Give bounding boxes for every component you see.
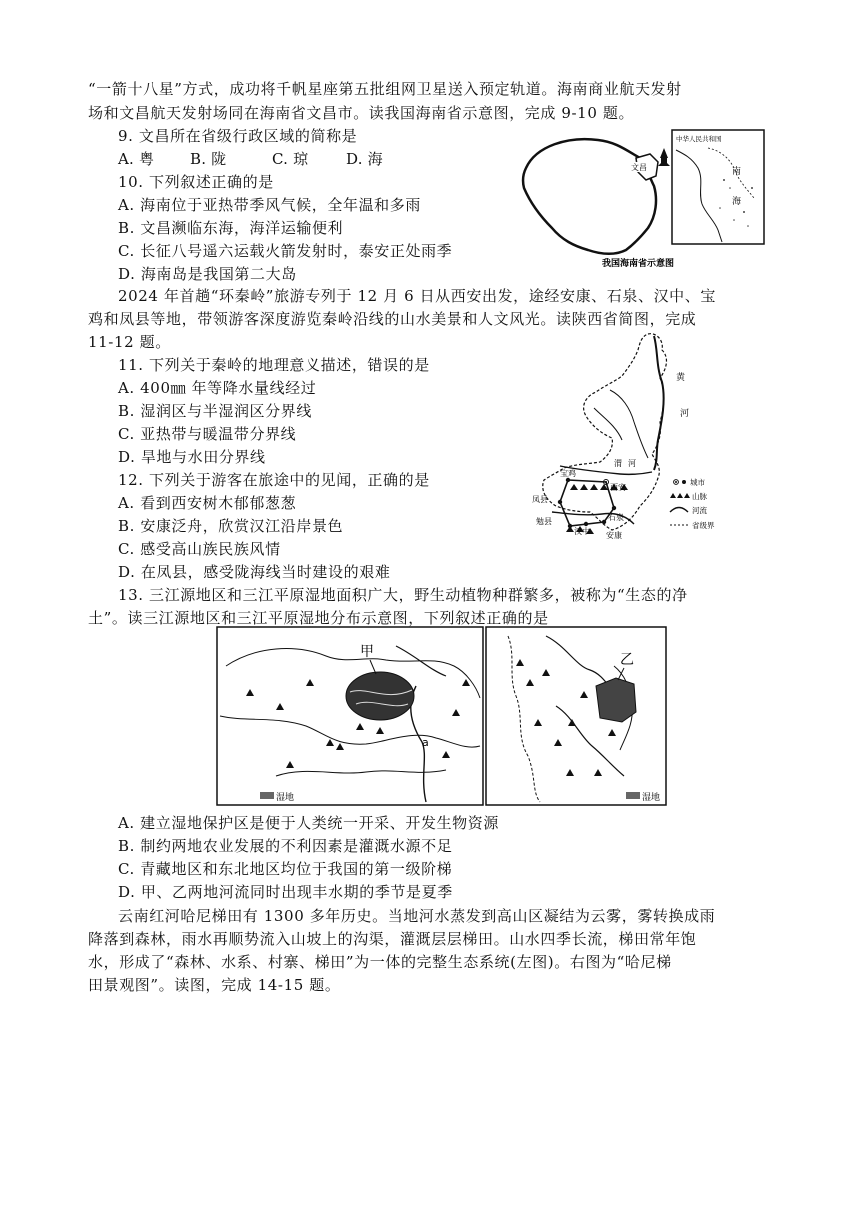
jia-wetland-area [346, 672, 414, 720]
label-jia: 甲 [360, 644, 374, 660]
inset-sea-label-2: 海 [732, 197, 742, 207]
river-label-he: 河 [680, 409, 690, 419]
question-10: 10. 下列叙述正确的是 [118, 173, 274, 191]
city-label-ankang: 安康 [606, 531, 622, 540]
river-label-huang: 黄 [676, 373, 686, 383]
q10-option-c: C. 长征八号遥六运载火箭发射时，泰安正处雨季 [118, 242, 453, 260]
question-12: 12. 下列关于游客在旅途中的见闻，正确的是 [118, 471, 430, 489]
passage3-line-2: 降落到森林，雨水再顺势流入山坡上的沟渠，灌溉层层梯田。山水四季长流，梯田常年饱 [88, 930, 697, 948]
q9-option-c: C. 琼 [272, 150, 309, 168]
intro-line-2: 场和文昌航天发射场同在海南省文昌市。读我国海南省示意图，完成 9-10 题。 [88, 104, 635, 122]
inset-map-title: 中华人民共和国 [676, 135, 722, 143]
left-legend-label: 湿地 [276, 793, 295, 803]
q13-option-b: B. 制约两地农业发展的不利因素是灌溉水源不足 [118, 837, 453, 855]
city-label-baoji: 宝鸡 [560, 469, 576, 478]
yi-wetland-area [596, 678, 636, 722]
wetland-maps-figure [216, 626, 668, 808]
hainan-island-outline [523, 139, 656, 254]
label-yi: 乙 [620, 652, 634, 668]
legend-river: 河流 [692, 506, 707, 515]
city-label-fengxian: 凤县 [532, 495, 548, 504]
legend-mountain: 山脉 [692, 492, 707, 501]
intro-line-1: “一箭十八星”方式，成功将千帆星座第五批组网卫星送入预定轨道。海南商业航天发射 [88, 80, 682, 98]
passage3-line-4: 田景观图”。读图，完成 14-15 题。 [88, 976, 341, 994]
legend-city: 城市 [690, 478, 705, 487]
label-a: a [422, 736, 429, 749]
q13-option-d: D. 甲、乙两地河流同时出现丰水期的季节是夏季 [118, 883, 453, 901]
passage2-line-3: 11-12 题。 [88, 333, 171, 351]
q13-option-c: C. 青藏地区和东北地区均位于我国的第一级阶梯 [118, 860, 453, 878]
yellow-river [654, 336, 664, 470]
sanjiang-plain-map-frame [486, 627, 666, 805]
legend-border: 省级界 [692, 521, 715, 530]
q11-option-d: D. 旱地与水田分界线 [118, 448, 266, 466]
passage3-line-1: 云南红河哈尼梯田有 1300 多年历史。当地河水蒸发到高山区凝结为云雾，雾转换成雨 [118, 907, 716, 925]
question-11: 11. 下列关于秦岭的地理意义描述，错误的是 [118, 356, 430, 374]
q13-option-a: A. 建立湿地保护区是便于人类统一开采、开发生物资源 [118, 814, 499, 832]
q10-option-d: D. 海南岛是我国第二大岛 [118, 265, 297, 283]
q9-option-b: B. 陇 [190, 150, 227, 168]
left-legend-swatch [260, 792, 274, 799]
q12-option-b: B. 安康泛舟，欣赏汉江沿岸景色 [118, 517, 344, 535]
right-legend-label: 湿地 [642, 793, 661, 803]
right-legend-swatch [626, 792, 640, 799]
wenchang-label: 文昌 [631, 163, 647, 172]
inset-sea-label-1: 南 [732, 167, 742, 177]
question-9: 9. 文昌所在省级行政区域的简称是 [118, 127, 358, 145]
q11-option-a: A. 400㎜ 年等降水量线经过 [118, 379, 317, 397]
hainan-map-caption: 我国海南省示意图 [602, 259, 675, 269]
rocket-icon [658, 148, 670, 166]
city-label-shiquan: 石泉 [608, 513, 624, 522]
river-label-wei-1: 渭 [614, 459, 622, 468]
passage2-line-2: 鸡和凤县等地，带领游客深度游览秦岭沿线的山水美景和人文风光。读陕西省简图，完成 [88, 310, 697, 328]
q9-option-d: D. 海 [346, 150, 383, 168]
q11-option-b: B. 湿润区与半湿润区分界线 [118, 402, 312, 420]
river-label-wei-2: 河 [628, 459, 636, 468]
q12-option-c: C. 感受高山族民族风情 [118, 540, 281, 558]
sanjiangyuan-map-frame [217, 627, 483, 805]
shaanxi-map-figure [530, 330, 740, 546]
city-label-xian: 西安 [610, 483, 626, 492]
q12-option-a: A. 看到西安树木郁郁葱葱 [118, 494, 297, 512]
city-label-hanzhong: 汉中 [574, 527, 590, 536]
q9-option-a: A. 粤 [118, 150, 155, 168]
q12-option-d: D. 在凤县，感受陇海线当时建设的艰难 [118, 563, 391, 581]
passage3-line-3: 水，形成了“森林、水系、村寨、梯田”为一体的完整生态系统(左图)。右图为“哈尼梯 [88, 953, 672, 971]
question-13-line-2: 土”。读三江源地区和三江平原湿地分布示意图，下列叙述正确的是 [88, 609, 549, 627]
q10-option-b: B. 文昌濒临东海，海洋运输便利 [118, 219, 344, 237]
q11-option-c: C. 亚热带与暖温带分界线 [118, 425, 297, 443]
passage2-line-1: 2024 年首趟“环秦岭”旅游专列于 12 月 6 日从西安出发，途经安康、石泉、汉中、宝 [118, 287, 716, 305]
question-13-line-1: 13. 三江源地区和三江平原湿地面积广大，野生动植物种群繁多，被称为“生态的净 [118, 586, 688, 604]
hainan-map-figure [508, 128, 770, 278]
city-label-mianxian: 勉县 [536, 517, 552, 526]
inset-map-frame [672, 130, 764, 244]
shaanxi-map-legend [670, 477, 715, 530]
q10-option-a: A. 海南位于亚热带季风气候，全年温和多雨 [118, 196, 421, 214]
